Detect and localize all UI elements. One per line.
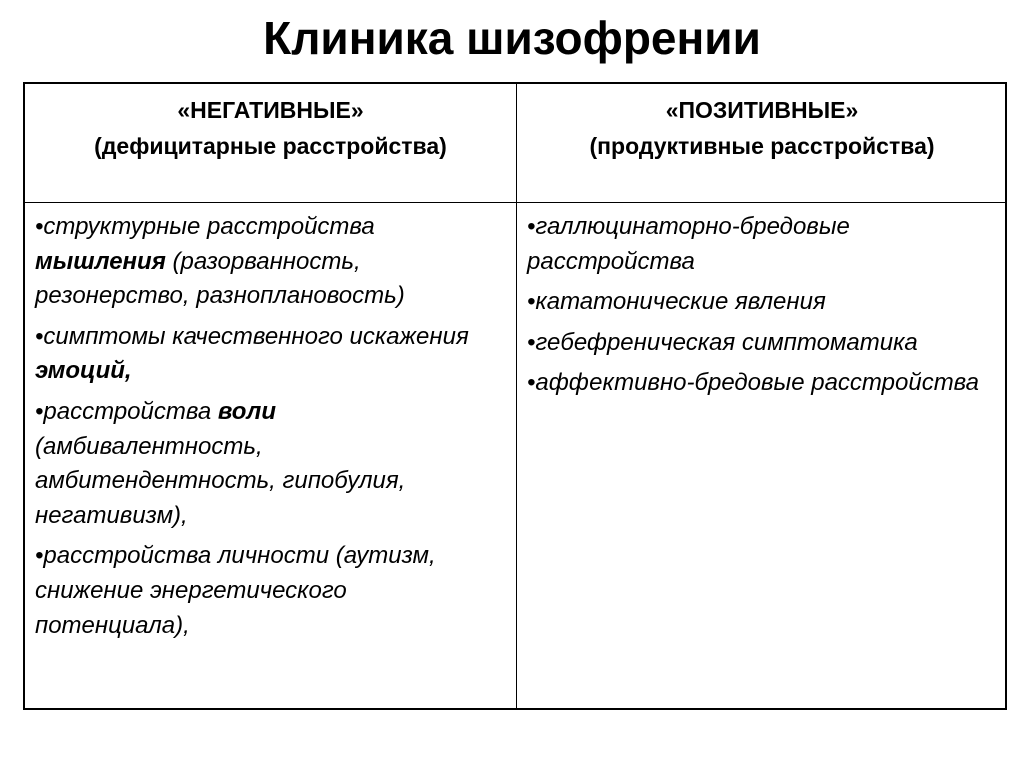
positive-header bbox=[517, 92, 1007, 164]
page-title: Клиника шизофрении bbox=[263, 12, 761, 64]
negative-header bbox=[25, 92, 516, 164]
comparison-table bbox=[23, 82, 1007, 710]
list-item: •аффективно-бредовые расстройства bbox=[527, 369, 980, 397]
header-divider bbox=[25, 202, 1005, 203]
negative-header-subtitle: (дефицитарные расстройства) bbox=[94, 133, 447, 159]
list-item: •расстройства личности (аутизм, снижение энергетического потенциала), bbox=[35, 542, 436, 639]
positive-header-subtitle: (продуктивные расстройства) bbox=[589, 133, 935, 159]
list-item: •симптомы качественного искажения эмоций, bbox=[35, 322, 469, 385]
negative-header-title: «НЕГАТИВНЫЕ» bbox=[177, 97, 364, 123]
positive-header-title: «ПОЗИТИВНЫЕ» bbox=[665, 97, 859, 123]
list-item: •гебефреническая симптоматика bbox=[527, 328, 918, 356]
column-divider bbox=[516, 84, 517, 708]
negative-list bbox=[35, 210, 505, 649]
list-item: •расстройства воли (амбивалентность, амбитендентность, гипобулия, негативизм), bbox=[35, 397, 406, 529]
list-item: •структурные расстройства мышления (разорванность, резонерство, разноплановость) bbox=[35, 213, 405, 310]
list-item: •галлюцинаторно-бредовые расстройства bbox=[527, 213, 850, 275]
list-item: •кататонические явления bbox=[527, 288, 826, 316]
positive-list bbox=[527, 210, 1005, 407]
